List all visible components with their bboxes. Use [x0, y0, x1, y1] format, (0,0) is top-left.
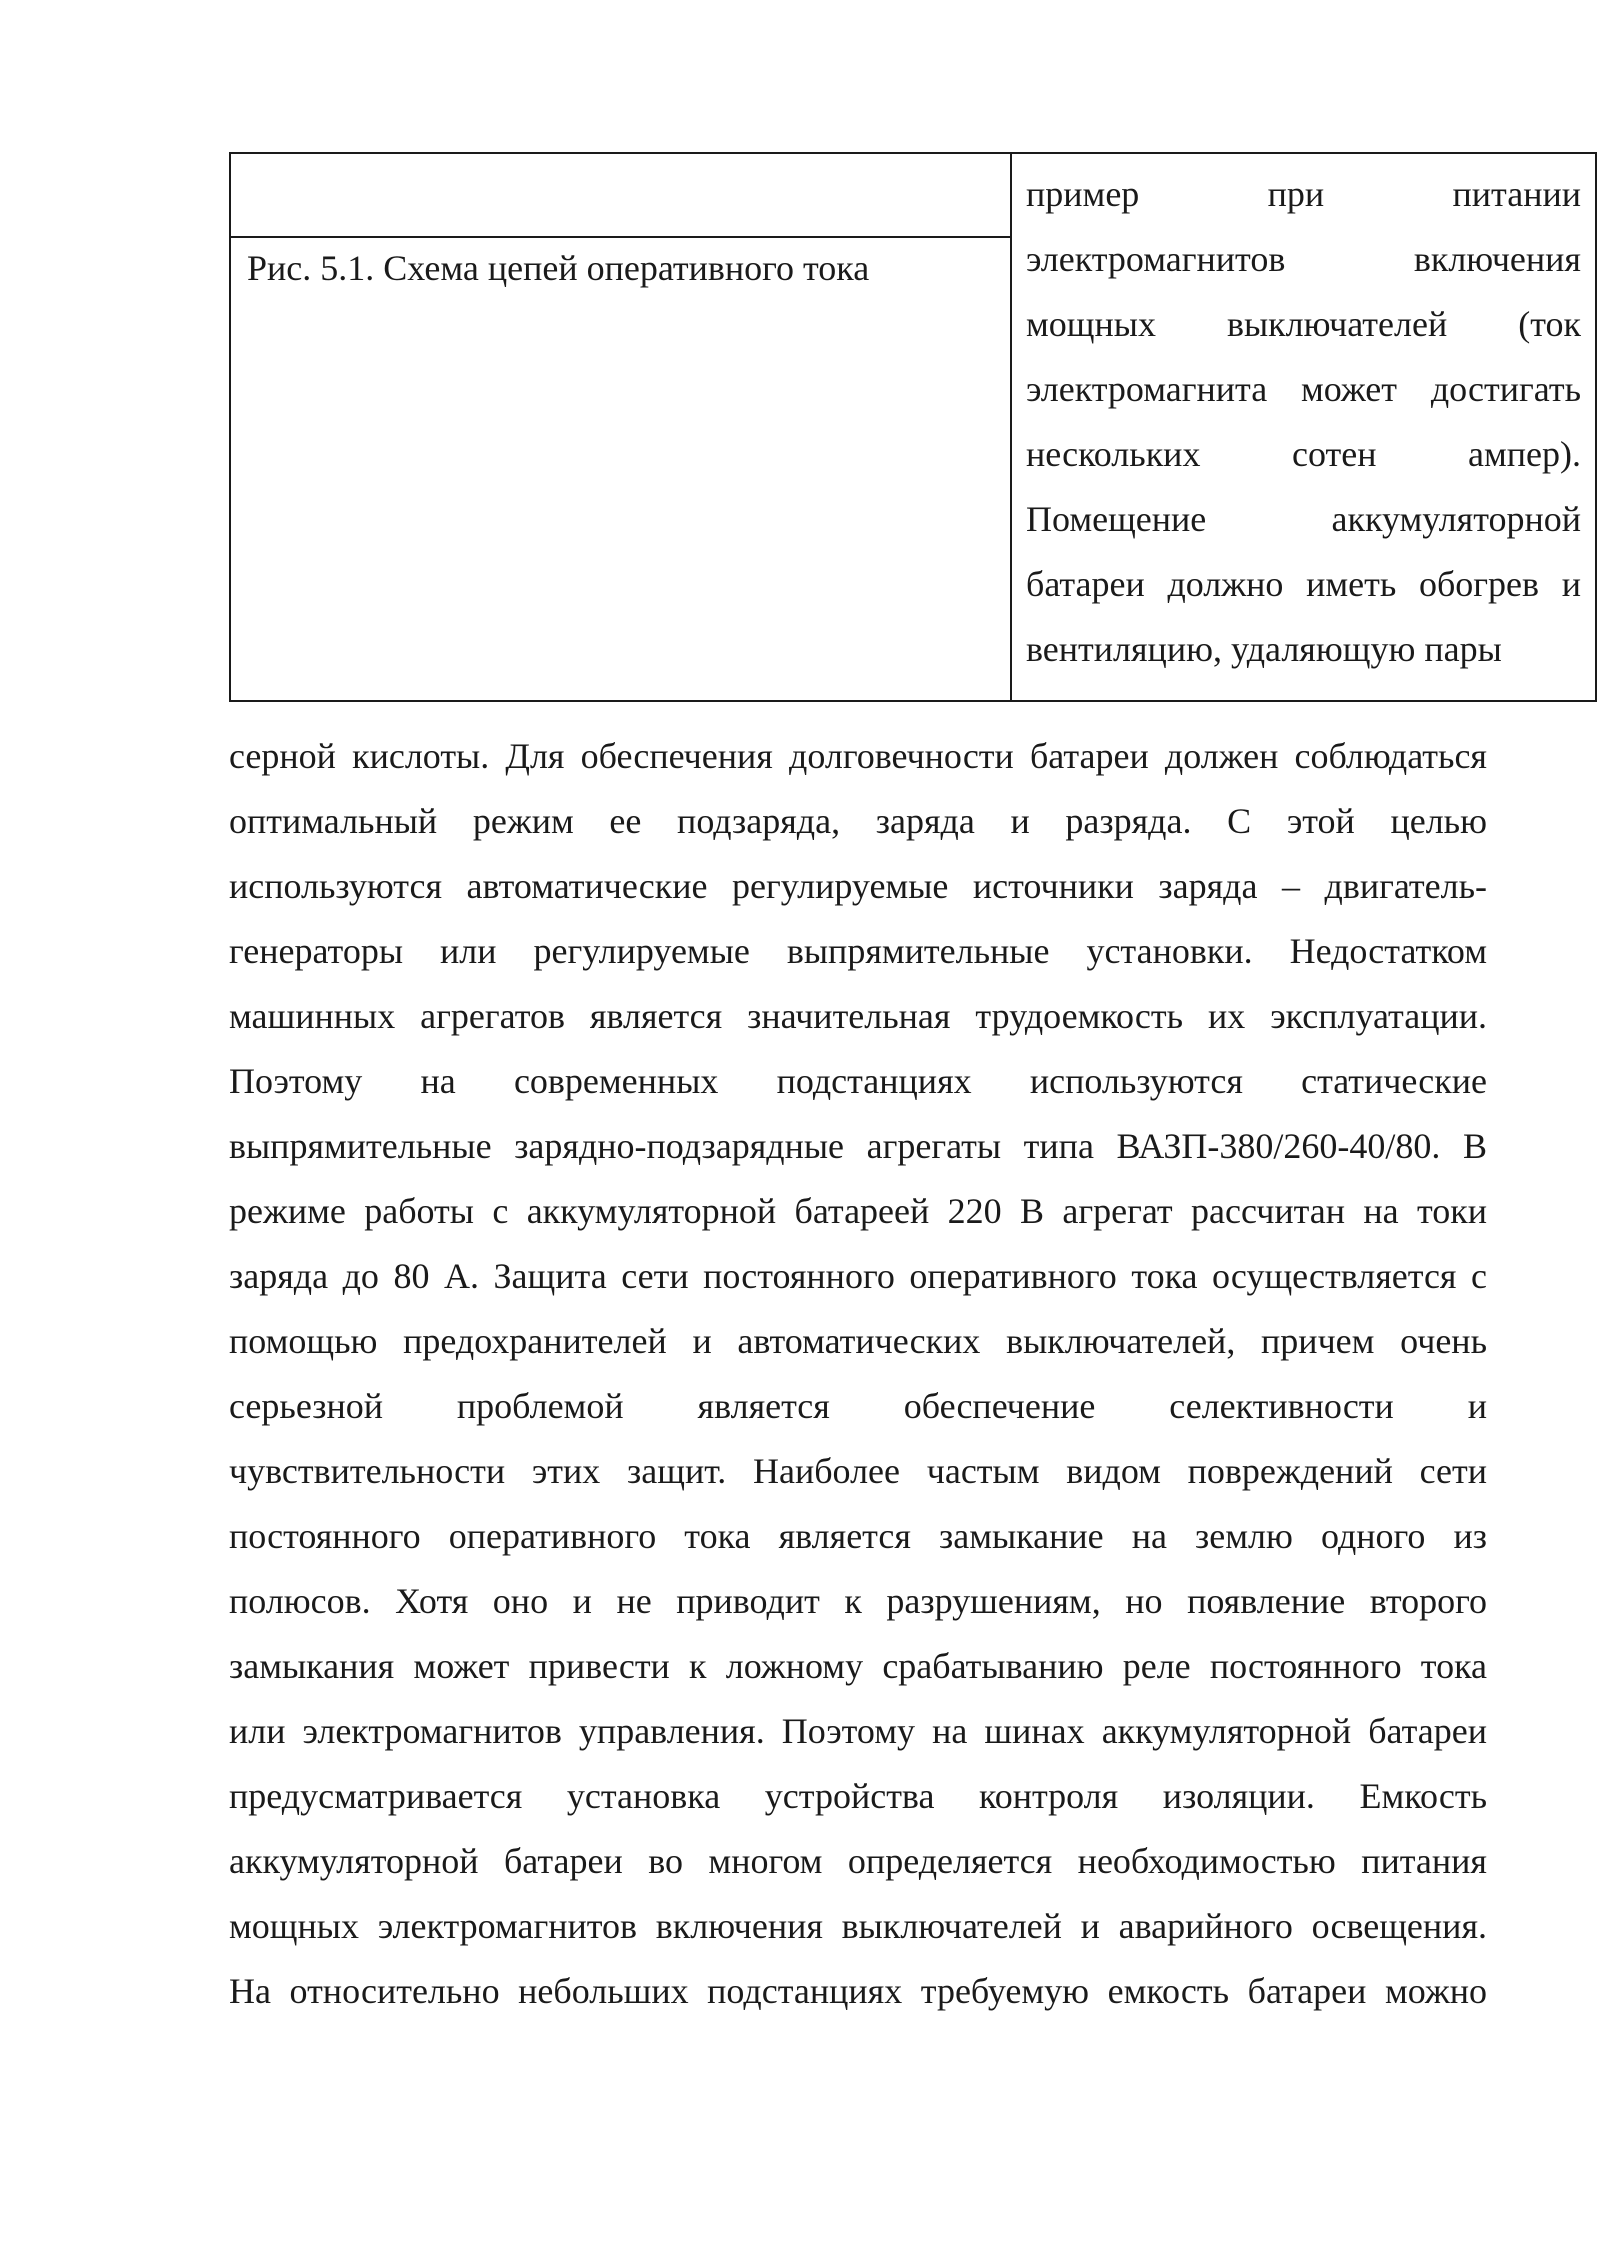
- body-line: серной кислоты. Для обеспечения долговечности батареи должен соблюдаться: [229, 736, 1487, 776]
- side-text-line: электромагнита может достигать: [1026, 369, 1581, 409]
- figure-image-cell: [230, 153, 1011, 237]
- body-line: На относительно небольших подстанциях требуемую емкость батареи можно: [229, 1971, 1487, 2011]
- body-line: машинных агрегатов является значительная трудоемкость их эксплуатации.: [229, 996, 1487, 1036]
- side-text-line: пример при питании: [1026, 174, 1581, 214]
- side-text-line: вентиляцию, удаляющую пары: [1026, 629, 1502, 669]
- body-line: постоянного оперативного тока является замыкание на землю одного из: [229, 1516, 1487, 1556]
- body-line: используются автоматические регулируемые источники заряда – двигатель-: [229, 866, 1487, 906]
- body-line: режиме работы с аккумуляторной батареей 220 В агрегат рассчитан на токи: [229, 1191, 1487, 1231]
- side-text-line: батареи должно иметь обогрев и: [1026, 564, 1581, 604]
- body-line: аккумуляторной батареи во многом определяется необходимостью питания: [229, 1841, 1487, 1881]
- body-line: Поэтому на современных подстанциях используются статические: [229, 1061, 1487, 1101]
- body-line: замыкания может привести к ложному срабатыванию реле постоянного тока: [229, 1646, 1487, 1686]
- side-text-line: мощных выключателей (ток: [1026, 304, 1581, 344]
- side-text-line: Помещение аккумуляторной: [1026, 499, 1581, 539]
- figure-caption: Рис. 5.1. Схема цепей оперативного тока: [247, 248, 870, 288]
- body-line: помощью предохранителей и автоматических выключателей, причем очень: [229, 1321, 1487, 1361]
- side-text-cell: [1011, 153, 1596, 701]
- side-text: [1026, 162, 1581, 682]
- body-line: выпрямительные зарядно-подзарядные агрегаты типа ВАЗП-380/260-40/80. В: [229, 1126, 1487, 1166]
- body-line: предусматривается установка устройства контроля изоляции. Емкость: [229, 1776, 1487, 1816]
- body-line: мощных электромагнитов включения выключателей и аварийного освещения.: [229, 1906, 1487, 1946]
- body-line: генераторы или регулируемые выпрямительные установки. Недостатком: [229, 931, 1487, 971]
- body-paragraph: [229, 724, 1487, 2024]
- body-line: чувствительности этих защит. Наиболее частым видом повреждений сети: [229, 1451, 1487, 1491]
- figure-table: [229, 152, 1597, 702]
- side-text-line: нескольких сотен ампер).: [1026, 434, 1581, 474]
- body-line: полюсов. Хотя оно и не приводит к разрушениям, но появление второго: [229, 1581, 1487, 1621]
- figure-caption-cell: [230, 237, 1011, 701]
- side-text-line: электромагнитов включения: [1026, 239, 1581, 279]
- body-line: серьезной проблемой является обеспечение селективности и: [229, 1386, 1487, 1426]
- body-line: заряда до 80 А. Защита сети постоянного оперативного тока осуществляется с: [229, 1256, 1487, 1296]
- body-line: или электромагнитов управления. Поэтому на шинах аккумуляторной батареи: [229, 1711, 1487, 1751]
- body-line: оптимальный режим ее подзаряда, заряда и разряда. С этой целью: [229, 801, 1487, 841]
